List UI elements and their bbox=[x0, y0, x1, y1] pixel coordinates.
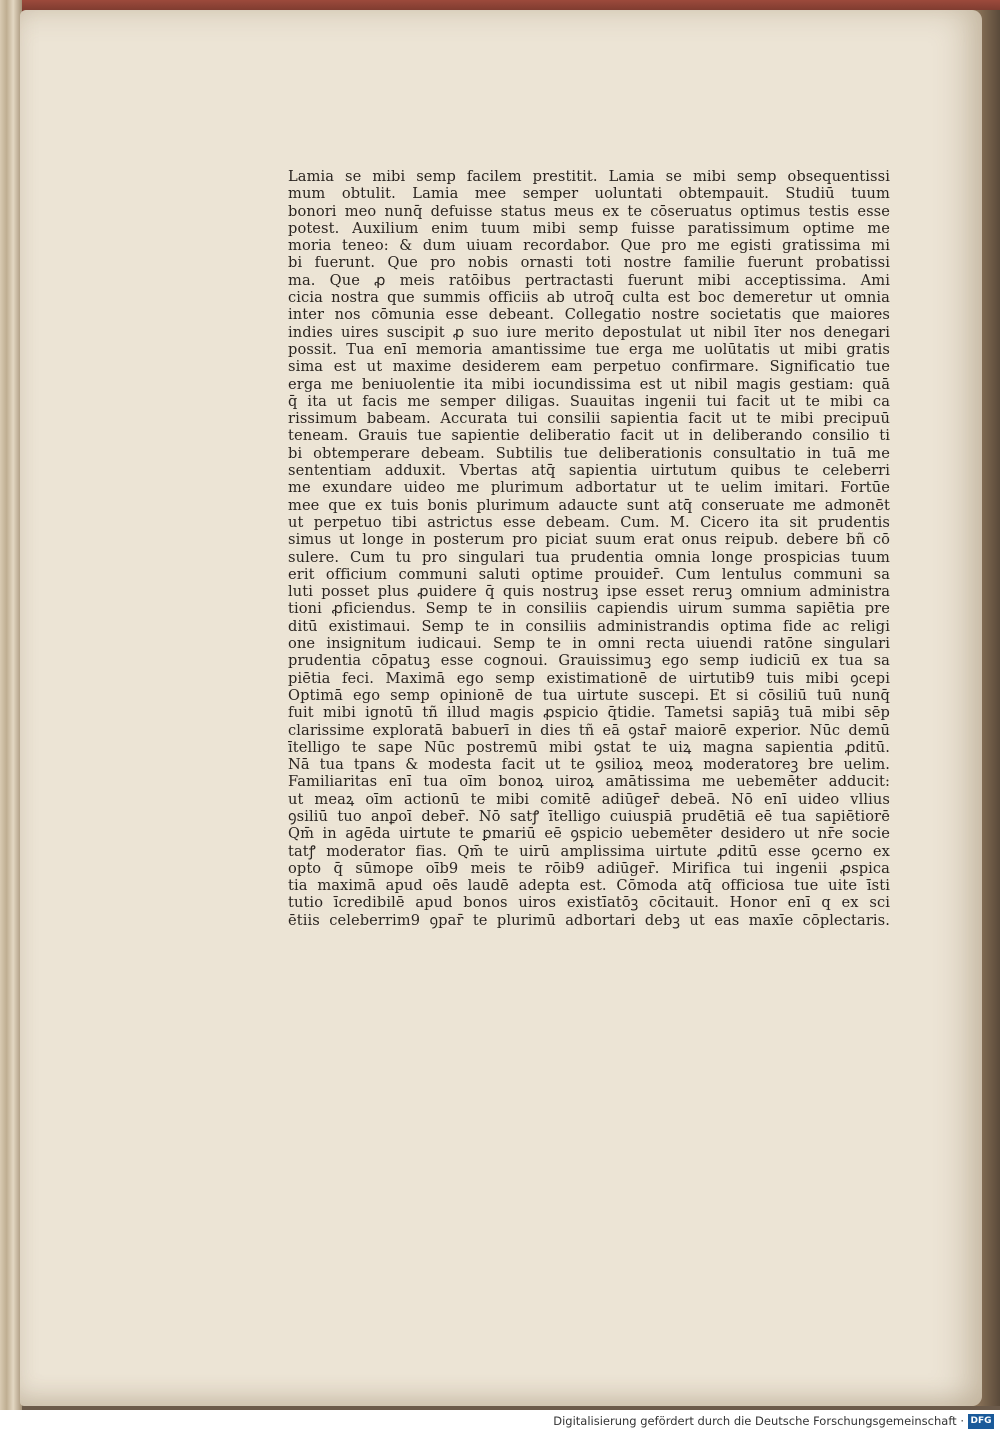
text-line: Qm̄ in agēda uirtute te ꝑmariū eē ꝯspicio uebemēter desidero ut nr̄e socie bbox=[288, 825, 890, 843]
text-line: inter nos cōmunia esse debeant. Collegatio nostre societatis que maiores bbox=[288, 306, 890, 324]
text-line: fuit mibi ignotū tñ illud magis ꝓspicio q̄tidie. Tametsi sapiāꝫ tuā mibi sēp bbox=[288, 704, 890, 722]
dfg-logo: DFG bbox=[968, 1414, 994, 1429]
text-line: cicia nostra que summis officiis ab utroq̄ culta est boc demeretur ut omnia bbox=[288, 289, 890, 307]
text-line: me exundare uideo me plurimum adbortatur ut te uelim imitari. Fortūe bbox=[288, 479, 890, 497]
text-line: possit. Tua enī memoria amantissime tue erga me uolūtatis ut mibi gratis bbox=[288, 340, 890, 358]
text-line: Familiaritas enī tua oīm bonoꝝ uiroꝝ amātissima me uebemēter adducit: bbox=[288, 773, 890, 791]
text-line: ītelligo te sape Nūc postremū mibi ꝯstat te uiꝝ magna sapientia ꝓditū. bbox=[288, 738, 890, 756]
text-line: sententiam adduxit. Vbertas atq̄ sapientia uirtutum quibus te celeberri bbox=[288, 462, 890, 480]
text-line: one insignitum iudicaui. Semp te in omni recta uiuendi ratōne singulari bbox=[288, 635, 890, 653]
funding-credit: Digitalisierung gefördert durch die Deutsche Forschungsgemeinschaft · bbox=[553, 1414, 964, 1428]
text-line: clarissime exploratā babuerī in dies tñ eā ꝯstar̄ maiorē experior. Nūc demū bbox=[288, 721, 890, 739]
printed-text-block bbox=[288, 168, 890, 929]
text-line: q̄ ita ut facis me semper diligas. Suauitas ingenii tui facit ut te mibi ca bbox=[288, 392, 890, 410]
text-line: erit officium communi saluti optime prouider̄. Cum lentulus communi sa bbox=[288, 565, 890, 583]
text-line: tutio īcredibilē apud bonos uiros existīatōꝫ cōcitauit. Honor enī q ex sci bbox=[288, 894, 890, 912]
text-line: moria teneo: & dum uiuam recordabor. Que pro me egisti gratissima mi bbox=[288, 237, 890, 255]
text-line: mee que ex tuis bonis plurimum adaucte sunt atq̄ conseruate me admonēt bbox=[288, 496, 890, 514]
text-line: Lamia se mibi semp facilem prestitit. Lamia se mibi semp obsequentissi bbox=[288, 168, 890, 185]
text-line: ētiis celeberrim9 ꝯpar̄ te plurimū adbortari debꝫ ut eas maxīe cōplectaris. bbox=[288, 911, 890, 929]
text-line: potest. Auxilium enim tuum mibi semp fuisse paratissimum optime me bbox=[288, 219, 890, 237]
page-stack-edge bbox=[0, 0, 22, 1410]
text-line: bonori meo nunq̄ defuisse status meus ex te cōseruatus optimus testis esse bbox=[288, 202, 890, 220]
text-line: teneam. Grauis tue sapientie deliberatio facit ut in deliberando consilio ti bbox=[288, 427, 890, 445]
text-line: ditū existimaui. Semp te in consiliis administrandis optima fide ac religi bbox=[288, 617, 890, 635]
text-line: sulere. Cum tu pro singulari tua prudentia omnia longe prospicias tuum bbox=[288, 548, 890, 566]
text-line: erga me beniuolentie ita mibi iocundissima est ut nibil magis gestiam: quā bbox=[288, 375, 890, 393]
text-line: sima est ut maxime desiderem eam perpetuo confirmare. Significatio tue bbox=[288, 358, 890, 376]
text-line: bi fuerunt. Que pro nobis ornasti toti nostre familie fuerunt probatissi bbox=[288, 254, 890, 272]
text-line: ma. Que ꝓ meis ratōibus pertractasti fuerunt mibi acceptissima. Ami bbox=[288, 271, 890, 289]
text-line: opto q̄ sūmope oīb9 meis te rōib9 adiūger̄. Mirifica tui ingenii ꝓspica bbox=[288, 859, 890, 877]
text-line: piētia feci. Maximā ego semp existimationē de uirtutib9 tuis mibi ꝯcepi bbox=[288, 669, 890, 687]
text-line: indies uires suscipit ꝓ suo iure merito depostulat ut nibil īter nos denegari bbox=[288, 323, 890, 341]
text-line: tia maximā apud oēs laudē adepta est. Cōmoda atq̄ officiosa tue uite īsti bbox=[288, 877, 890, 895]
text-line: simus ut longe in posterum pro piciat suum erat onus reipub. debere bñ cō bbox=[288, 531, 890, 549]
text-line: luti posset plus ꝓuidere q̄ quis nostruꝫ ipse esset reruꝫ omnium administra bbox=[288, 583, 890, 601]
text-line: Nā tua tpans & modesta facit ut te ꝯsilioꝝ meoꝝ moderatoreꝫ bre uelim. bbox=[288, 756, 890, 774]
text-line: Optimā ego semp opinionē de tua uirtute suscepi. Et si cōsiliū tuū nunq̄ bbox=[288, 686, 890, 704]
footer-bar bbox=[0, 1410, 1000, 1434]
text-line: tatꝭ moderator fias. Qm̄ te uirū amplissima uirtute ꝓditū esse ꝯcerno ex bbox=[288, 842, 890, 860]
text-line: rissimum babeam. Accurata tui consilii sapientia facit ut te mibi precipuū bbox=[288, 410, 890, 428]
text-line: ut perpetuo tibi astrictus esse debeam. Cum. M. Cicero ita sit prudentis bbox=[288, 513, 890, 531]
text-line: prudentia cōpatuꝫ esse cognoui. Grauissimuꝫ ego semp iudiciū ex tua sa bbox=[288, 652, 890, 670]
text-line: bi obtemperare debeam. Subtilis tue deliberationis consultatio in tuā me bbox=[288, 444, 890, 462]
text-line: mum obtulit. Lamia mee semper uoluntati obtempauit. Studiū tuum bbox=[288, 185, 890, 203]
text-line: ꝯsiliū tuo anꝑoī deber̄. Nō satꝭ ītelligo cuiuspiā prudētiā eē tua sapiētiorē bbox=[288, 807, 890, 825]
text-line: ut meaꝝ oīm actionū te mibi comitē adiūger̄ debeā. Nō enī uideo vllius bbox=[288, 790, 890, 808]
text-line: tioni ꝓficiendus. Semp te in consiliis capiendis uirum summa sapiētia pre bbox=[288, 600, 890, 618]
